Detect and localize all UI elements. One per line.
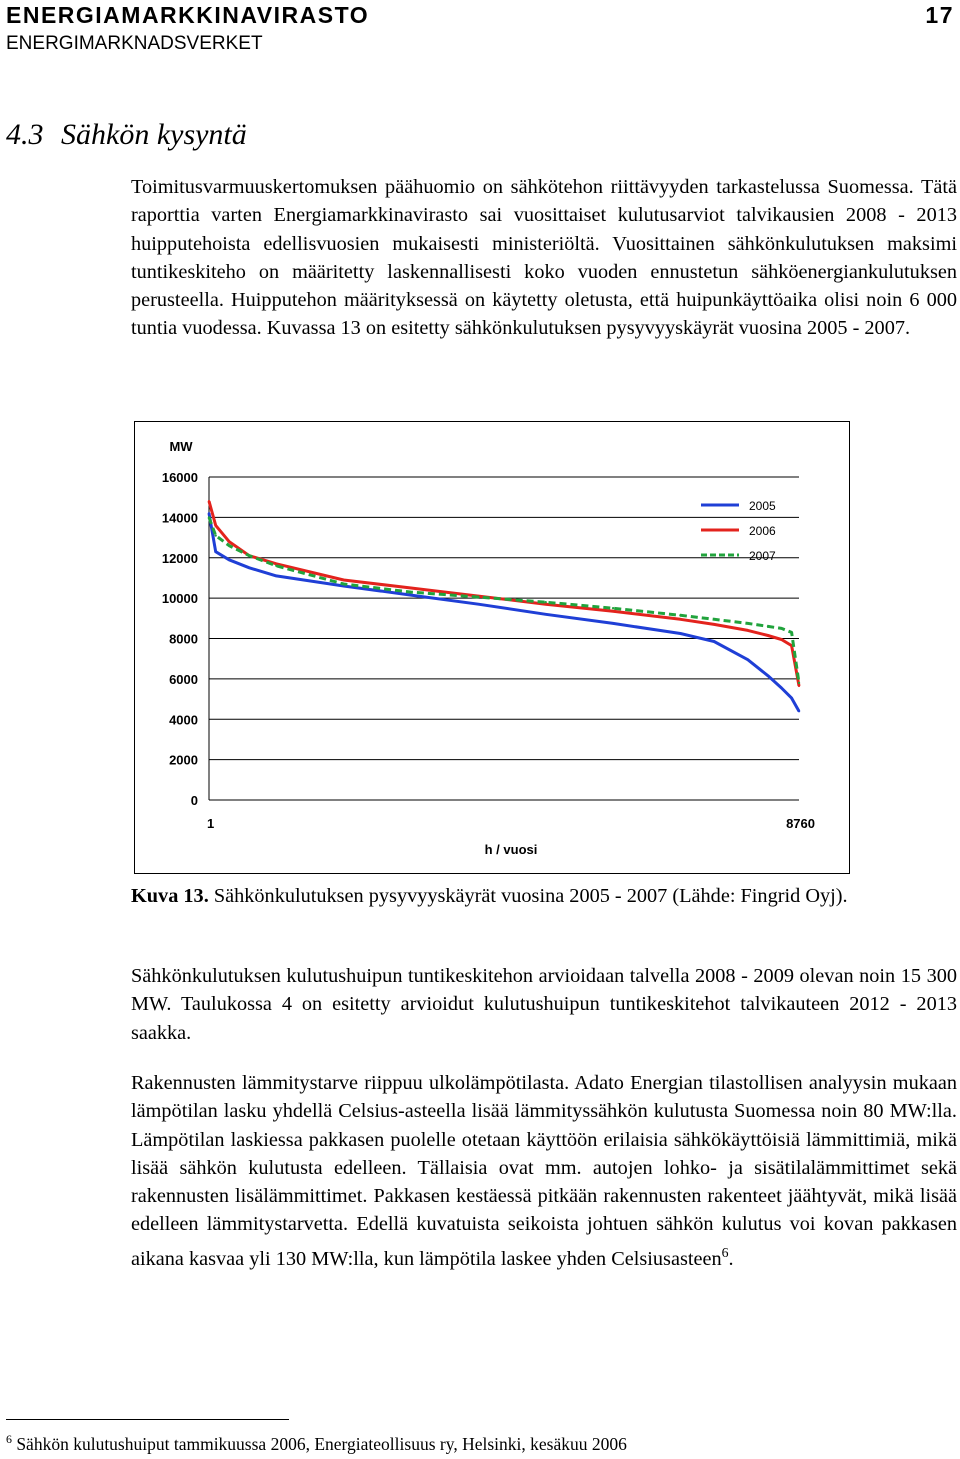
paragraph-heating-text: Rakennusten lämmitystarve riippuu ulkolämpötilasta. Adato Energian tilastollisen analyysin mukaan lämpötilan lasku yhdellä Celsius-asteella lisää lämmityssähkön kulutusta Suomessa noin 80 MW:lla. Lämpötilan laskiessa pakkasen puolelle otetaan käyttöön erilaisia sähkökäyttöisiä lämmittimiä, mikä lisää sähkön kulutusta edelleen. Tällaisia ovat mm. autojen lohko- ja sisätilalämmittimet sekä rakennusten lisälämmittimet. Pakkasen kestäessä pitkään rakennusten rakenteet jäähtyvät, mikä lisää edelleen lämmitystarvetta. Edellä kuvatuista seikoista johtuen sähkön kulutus voi kovan pakkasen aikana kasvaa yli 130 MW:lla, kun lämpötila laskee yhden Celsiusasteen xyxy=(131,1072,957,1270)
data-point-2005 xyxy=(215,551,217,553)
data-point-2007 xyxy=(477,596,479,598)
data-point-2007 xyxy=(208,516,210,518)
x-tick-label: 1 xyxy=(207,816,215,831)
data-point-2007 xyxy=(612,607,614,609)
data-point-2007 xyxy=(790,631,792,633)
y-tick-label: 12000 xyxy=(161,550,198,566)
data-point-2006 xyxy=(215,524,217,526)
data-point-2005 xyxy=(790,697,792,699)
legend-label: 2007 xyxy=(749,549,776,563)
data-point-2005 xyxy=(275,575,277,577)
series-line-2005 xyxy=(209,513,799,711)
footnote-text: Sähkön kulutushuiput tammikuussa 2006, Energiateollisuus ry, Helsinki, kesäkuu 2006 xyxy=(16,1433,627,1454)
data-point-2006 xyxy=(780,638,782,640)
data-point-2006 xyxy=(208,500,210,502)
header-org-fi: ENERGIAMARKKINAVIRASTO xyxy=(6,2,370,28)
y-tick-label: 6000 xyxy=(169,671,198,687)
data-point-2005 xyxy=(612,622,614,624)
y-tick-label: 10000 xyxy=(161,591,198,607)
data-point-2007 xyxy=(410,591,412,593)
y-tick-label: 0 xyxy=(190,793,198,808)
legend-label: 2005 xyxy=(749,499,776,513)
paragraph-peak-estimate: Sähkönkulutuksen kulutushuipun tuntikeskitehon arvioidaan talvella 2008 - 2009 olevan noin 15 300 MW. Taulukossa 4 on esitetty arvioidut kulutushuipun tuntikeskitehot talvikauteen 2012 - 2013 saakka. xyxy=(131,965,957,1044)
data-point-2005 xyxy=(798,710,800,712)
data-point-2006 xyxy=(713,623,715,625)
data-point-2005 xyxy=(228,559,230,561)
data-point-2007 xyxy=(798,682,800,684)
data-point-2006 xyxy=(767,634,769,636)
data-point-2006 xyxy=(228,540,230,542)
chart-svg xyxy=(135,422,851,875)
data-point-2007 xyxy=(679,614,681,616)
running-header xyxy=(6,2,956,29)
paragraph-intro: Toimitusvarmuuskertomuksen päähuomio on sähkötehon riittävyyden tarkastelussa Suomessa. Tätä raporttia varten Energiamarkkinavirasto sai vuosittaiset kulutusarviot talvikausien 2008 - 2013 huipputehoista edellisvuosien mukaisesti ministeriöltä. Vuosittainen sähkönkulutuksen maksimi tuntikeskiteho on määritetty laskennallisesti koko vuoden ennustetun sähköenergiankulutuksen perusteella. Huipputehon määrityksessä on käytetty oletusta, että huipunkäyttöaika olisi noin 6 000 tuntia vuodessa. Kuvassa 13 on esitetty sähkönkulutuksen pysyvyyskäyrät vuosina 2005 - 2007. xyxy=(131,176,957,340)
data-point-2007 xyxy=(275,565,277,567)
data-point-2005 xyxy=(713,640,715,642)
paragraph-heating xyxy=(131,1069,957,1273)
data-point-2006 xyxy=(410,587,412,589)
data-point-2007 xyxy=(545,601,547,603)
section-heading xyxy=(6,118,247,152)
footnote-divider xyxy=(6,1419,289,1420)
data-point-2005 xyxy=(747,659,749,661)
y-axis-label: MW xyxy=(169,439,193,454)
x-tick-label: 8760 xyxy=(786,816,815,831)
data-point-2005 xyxy=(208,512,210,514)
data-point-2006 xyxy=(679,618,681,620)
data-point-2006 xyxy=(798,685,800,687)
section-title: Sähkön kysyntä xyxy=(61,118,247,151)
y-tick-label: 4000 xyxy=(169,712,198,728)
y-tick-label: 16000 xyxy=(161,470,198,485)
figure-caption xyxy=(131,882,957,910)
data-point-2007 xyxy=(343,583,345,585)
data-point-2005 xyxy=(767,675,769,677)
data-point-2005 xyxy=(410,594,412,596)
x-axis-label: h / vuosi xyxy=(484,842,538,857)
footnote-reference: 6 xyxy=(721,1244,729,1260)
y-tick-label: 8000 xyxy=(169,631,198,647)
paragraph-heating-end: . xyxy=(728,1247,734,1270)
data-point-2006 xyxy=(612,610,614,612)
data-point-2005 xyxy=(780,687,782,689)
data-point-2007 xyxy=(713,618,715,620)
caption-label: Kuva 13. xyxy=(131,885,209,907)
data-point-2005 xyxy=(477,603,479,605)
data-point-2005 xyxy=(679,632,681,634)
footnote xyxy=(6,1432,627,1455)
data-point-2007 xyxy=(248,555,250,557)
duration-curve-chart xyxy=(134,421,850,874)
caption-text: Sähkönkulutuksen pysyvyyskäyrät vuosina 2005 - 2007 (Lähde: Fingrid Oyj). xyxy=(213,885,848,907)
data-point-2006 xyxy=(747,629,749,631)
data-point-2005 xyxy=(248,567,250,569)
data-point-2007 xyxy=(780,627,782,629)
data-point-2007 xyxy=(228,544,230,546)
data-point-2007 xyxy=(215,534,217,536)
y-tick-label: 14000 xyxy=(161,510,198,526)
page-number: 17 xyxy=(925,2,954,28)
footnote-marker: 6 xyxy=(6,1432,12,1446)
legend-label: 2006 xyxy=(749,524,776,538)
data-point-2007 xyxy=(747,622,749,624)
data-point-2007 xyxy=(767,625,769,627)
section-number: 4.3 xyxy=(6,118,44,151)
y-tick-label: 2000 xyxy=(169,752,198,768)
header-org-sv: ENERGIMARKNADSVERKET xyxy=(6,33,263,54)
data-point-2006 xyxy=(343,579,345,581)
data-point-2005 xyxy=(545,613,547,615)
